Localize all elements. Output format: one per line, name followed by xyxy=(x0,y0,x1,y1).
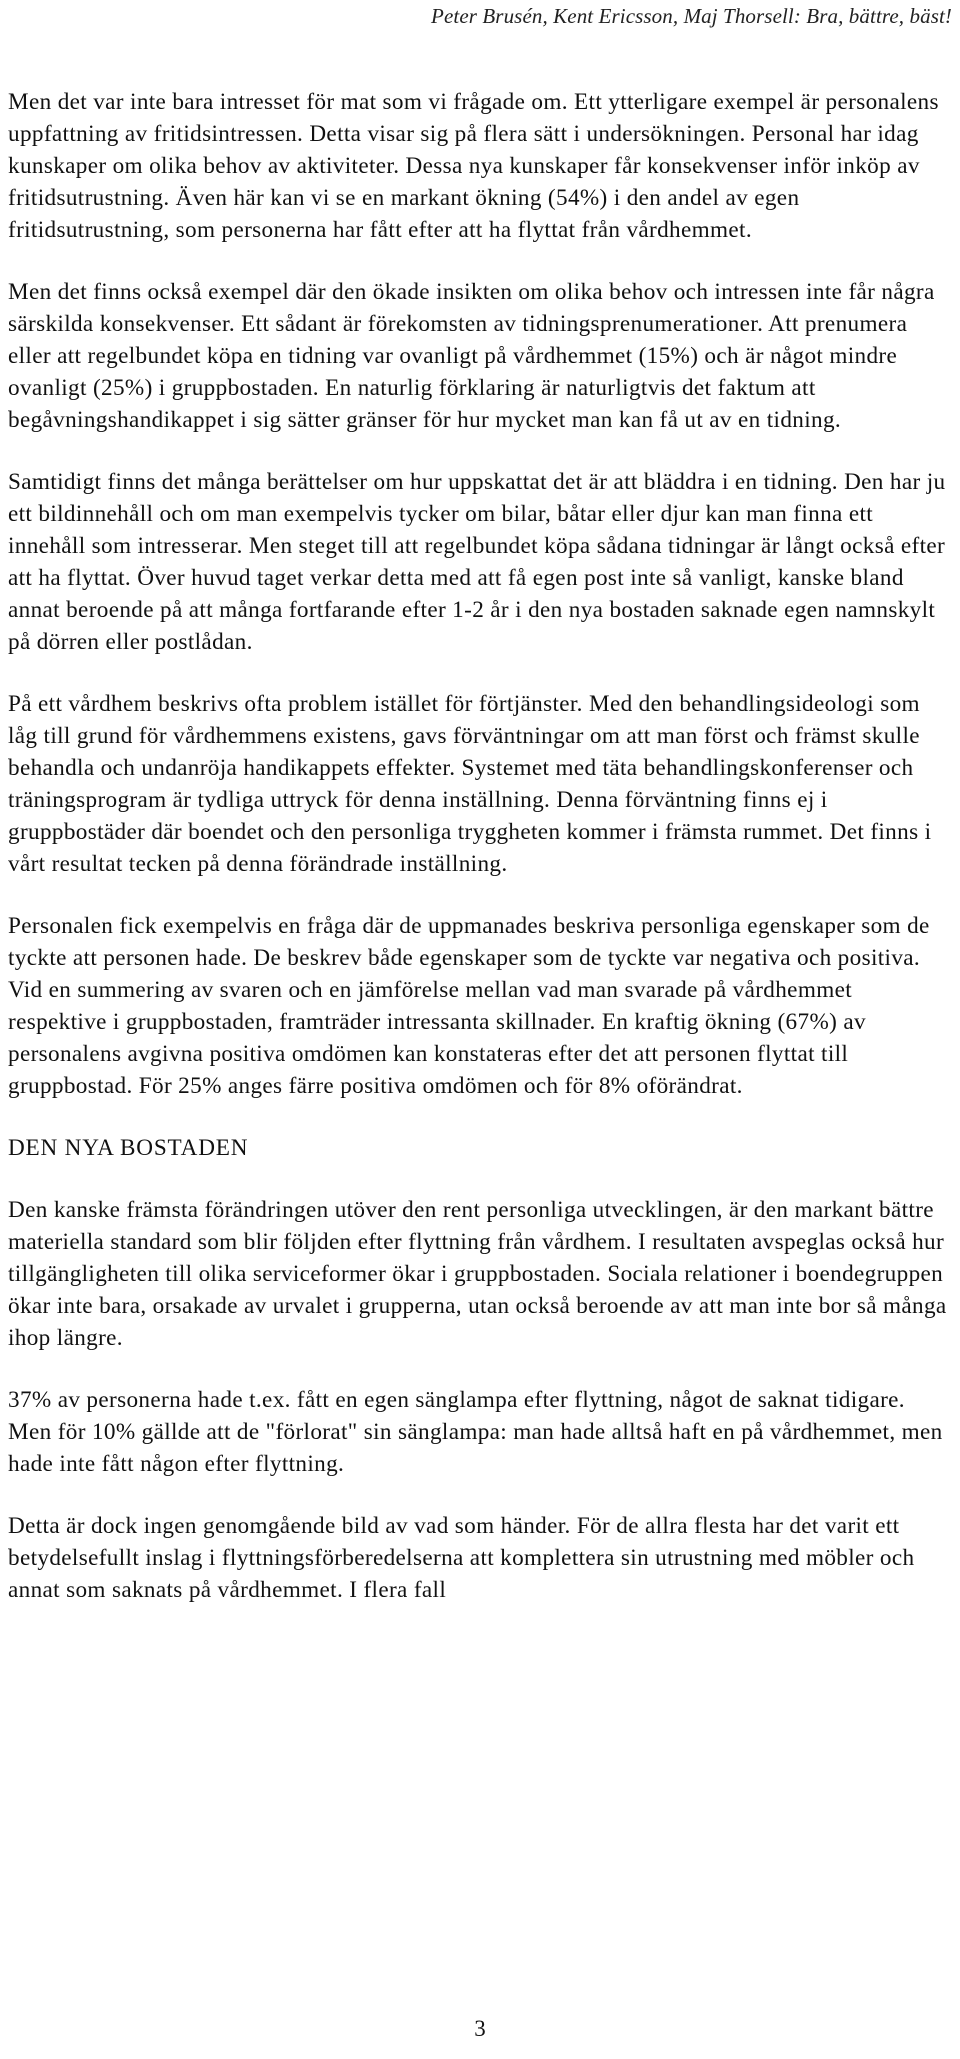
document-body xyxy=(8,86,953,1636)
paragraph-tidningsprenumerationer: Men det finns också exempel där den ökade insikten om olika behov och intressen inte får några särskilda konsekvenser. Ett sådant är förekomsten av tidningsprenumerationer. Att prenumera eller att regelbundet köpa en tidning var ovanligt på vårdhemmet (15%) och är något mindre ovanligt (25%) i gruppbostaden. En naturlig förklaring är naturligtvis det faktum att begåvningshandikappet i sig sätter gränser för hur mycket man kan få ut av en tidning. xyxy=(8,279,935,433)
paragraph-egenskaper: Personalen fick exempelvis en fråga där de uppmanades beskriva personliga egenskaper som de tyckte att personen hade. De beskrev både egenskaper som de tyckte var negativa och positiva. Vid en summering av svaren och en jämförelse mellan vad man svarade på vårdhemmet respektive i gruppbostaden, framträder intressanta skillnader. En kraftig ökning (67%) av personalens avgivna positiva omdömen kan konstateras efter det att personen flyttat till gruppbostad. För 25% anges färre positiva omdömen och för 8% oförändrat. xyxy=(8,913,930,1099)
paragraph-tidningar: Samtidigt finns det många berättelser om hur uppskattat det är att bläddra i en tidning. Den har ju ett bildinnehåll och om man exempelvis tycker om bilar, båtar eller djur kan man finna ett innehåll som intresserar. Men steget till att regelbundet köpa sådana tidningar är långt också efter att ha flyttat. Över huvud taget verkar detta med att få egen post inte så vanligt, kanske bland annat beroende på att många fortfarande efter 1-2 år i den nya bostaden saknade egen namnskylt på dörren eller postlådan. xyxy=(8,469,946,655)
running-header: Peter Brusén, Kent Ericsson, Maj Thorsell: Bra, bättre, bäst! xyxy=(431,4,952,28)
paragraph-flyttningsforberedelser: Detta är dock ingen genomgående bild av vad som händer. För de allra flesta har det varit ett betydelsefullt inslag i flyttningsförberedelserna att komplettera sin utrustning med möbler och annat som saknats på vårdhemmet. I flera fall xyxy=(8,1513,915,1603)
paragraph-behandlingsideologi: På ett vårdhem beskrivs ofta problem istället för förtjänster. Med den behandlingsideologi som låg till grund för vårdhemmens existens, gavs förväntningar om att man först och främst skulle behandla och undanröja handikappets effekter. Systemet med täta behandlingskonferenser och träningsprogram är tydliga uttryck för denna inställning. Denna förväntning finns ej i gruppbostäder där boendet och den personliga tryggheten kommer i främsta rummet. Det finns i vårt resultat tecken på denna förändrade inställning. xyxy=(8,691,932,877)
paragraph-sanglampa: 37% av personerna hade t.ex. fått en egen sänglampa efter flyttning, något de saknat tidigare. Men för 10% gällde att de "förlorat" sin sänglampa: man hade alltså haft en på vårdhemmet, men hade inte fått någon efter flyttning. xyxy=(8,1387,943,1477)
page-number: 3 xyxy=(474,2016,486,2041)
section-heading: DEN NYA BOSTADEN xyxy=(8,1135,249,1161)
paragraph-materiell-standard: Den kanske främsta förändringen utöver den rent personliga utvecklingen, är den markant bättre materiella standard som blir följden efter flyttning från vårdhem. I resultaten avspeglas också hur tillgängligheten till olika serviceformer ökar i gruppbostaden. Sociala relationer i boendegruppen ökar inte bara, orsakade av urvalet i grupperna, utan också beroende av att man inte bor så många ihop längre. xyxy=(8,1197,947,1351)
paragraph-fritidsintressen: Men det var inte bara intresset för mat som vi frågade om. Ett ytterligare exempel är personalens uppfattning av fritidsintressen. Detta visar sig på flera sätt i undersökningen. Personal har idag kunskaper om olika behov av aktiviteter. Dessa nya kunskaper får konsekvenser inför inköp av fritidsutrustning. Även här kan vi se en markant ökning (54%) i den andel av egen fritidsutrustning, som personerna har fått efter att ha flyttat från vårdhemmet. xyxy=(8,89,939,243)
